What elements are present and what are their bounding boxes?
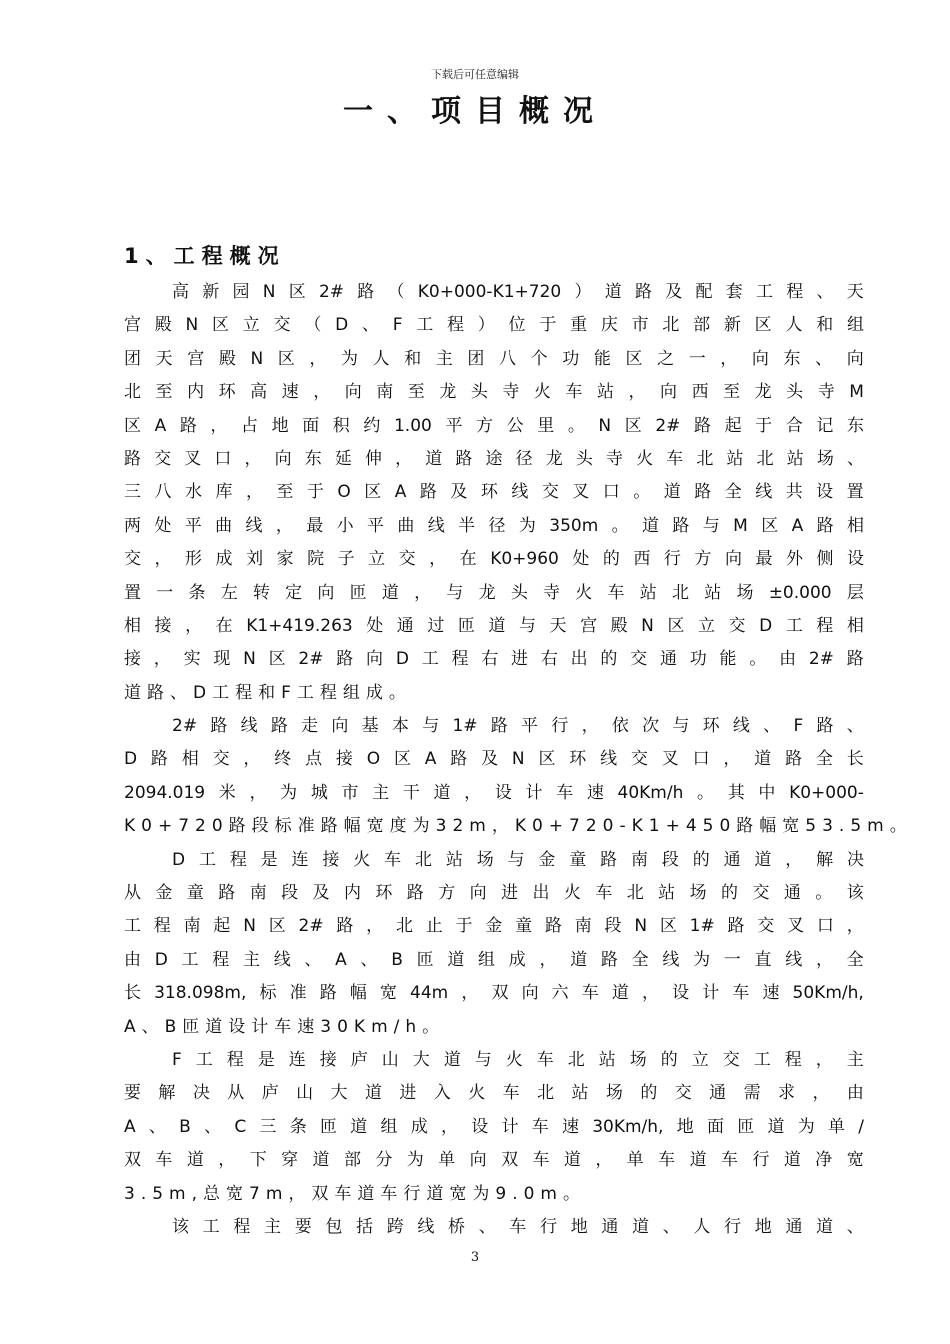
text-line: 两 处 平 曲 线 ， 最 小 平 曲 线 半 径 为 350m 。 道 路 与 M 区 A 路 相 xyxy=(124,515,864,536)
text-line: 宫 殿 N 区 立 交 （ D 、 F 工 程 ） 位 于 重 庆 市 北 部 新 区 人 和 组 xyxy=(124,315,864,336)
text-line: 2# 路 线 路 走 向 基 本 与 1# 路 平 行 ， 依 次 与 环 线 、 F 路 、 xyxy=(172,716,864,737)
text-line: 长 318.098m, 标 准 路 幅 宽 44m ， 双 向 六 车 道 ， 设 计 车 速 50Km/h, xyxy=(124,983,864,1004)
text-line: 北 至 内 环 高 速 ， 向 南 至 龙 头 寺 火 车 站 ， 向 西 至 龙 头 寺 M xyxy=(124,382,864,403)
section-heading: 1、工程概况 xyxy=(124,244,286,268)
text-line: K0+720路段标准路幅宽度为32m，K0+720-K1+450路幅宽53.5m。 xyxy=(124,816,913,837)
body-text xyxy=(124,276,913,1244)
text-line: 相 接 ， 在 K1+419.263 处 通 过 匝 道 与 天 宫 殿 N 区 立 交 D 工 程 相 xyxy=(124,615,864,636)
text-line: 3.5m,总宽7m，双车道车行道宽为9.0m。 xyxy=(124,1183,586,1204)
text-line: 路 交 叉 口 ， 向 东 延 伸 ， 道 路 途 径 龙 头 寺 火 车 北 站 北 站 场 、 xyxy=(124,448,864,469)
text-line: D 路 相 交 ， 终 点 接 O 区 A 路 及 N 区 环 线 交 叉 口 ， 道 路 全 长 xyxy=(124,749,864,770)
text-line: 三 八 水 库 ， 至 于 O 区 A 路 及 环 线 交 叉 口 。 道 路 全 线 共 设 置 xyxy=(124,482,864,503)
text-line: 区 A 路 ， 占 地 面 积 约 1.00 平 方 公 里 。 N 区 2# 路 起 于 合 记 东 xyxy=(124,415,864,436)
text-line: 交 ， 形 成 刘 家 院 子 立 交 ， 在 K0+960 处 的 西 行 方 向 最 外 侧 设 xyxy=(124,549,864,570)
text-line: 双 车 道 ， 下 穿 道 部 分 为 单 向 双 车 道 ， 单 车 道 车 行 道 净 宽 xyxy=(124,1150,864,1171)
text-line: 从 金 童 路 南 段 及 内 环 路 方 向 进 出 火 车 北 站 场 的 交 通 。 该 xyxy=(124,883,864,904)
text-line: 接 ， 实 现 N 区 2# 路 向 D 工 程 右 进 右 出 的 交 通 功 能 。 由 2# 路 xyxy=(124,649,864,670)
text-line: 该 工 程 主 要 包 括 跨 线 桥 、 车 行 地 通 道 、 人 行 地 通 道 、 xyxy=(172,1216,864,1237)
text-line: A、B匝道设计车速30Km/h。 xyxy=(124,1016,446,1037)
page-number: 3 xyxy=(470,1250,480,1265)
text-line: 高 新 园 N 区 2# 路 （ K0+000-K1+720 ） 道 路 及 配 套 工 程 、 天 xyxy=(172,282,864,302)
text-line: 团 天 宫 殿 N 区 ， 为 人 和 主 团 八 个 功 能 区 之 一 ， 向 东 、 向 xyxy=(124,348,864,369)
text-line: 道路、D工程和F工程组成。 xyxy=(124,682,412,703)
page-title: 一、项目概况 xyxy=(343,94,607,129)
header-note: 下载后可任意编辑 xyxy=(431,68,519,81)
text-line: 由 D 工 程 主 线 、 A 、 B 匝 道 组 成 ， 道 路 全 线 为 一 直 线 ， 全 xyxy=(124,949,864,970)
text-line: F 工 程 是 连 接 庐 山 大 道 与 火 车 北 站 场 的 立 交 工 程 ， 主 xyxy=(172,1049,864,1070)
text-line: 要 解 决 从 庐 山 大 道 进 入 火 车 北 站 场 的 交 通 需 求 ， 由 xyxy=(124,1083,864,1104)
text-line: D 工 程 是 连 接 火 车 北 站 场 与 金 童 路 南 段 的 通 道 ， 解 决 xyxy=(172,849,864,870)
text-line: A 、 B 、 C 三 条 匝 道 组 成 ， 设 计 车 速 30Km/h, 地 面 匝 道 为 单 / xyxy=(124,1116,864,1137)
text-line: 置 一 条 左 转 定 向 匝 道 ， 与 龙 头 寺 火 车 站 北 站 场 ±0.000 层 xyxy=(124,582,864,603)
text-line: 工 程 南 起 N 区 2# 路 ， 北 止 于 金 童 路 南 段 N 区 1# 路 交 叉 口 ， xyxy=(124,916,864,937)
text-line: 2094.019 米 ， 为 城 市 主 干 道 ， 设 计 车 速 40Km/h 。 其 中 K0+000- xyxy=(124,782,864,803)
